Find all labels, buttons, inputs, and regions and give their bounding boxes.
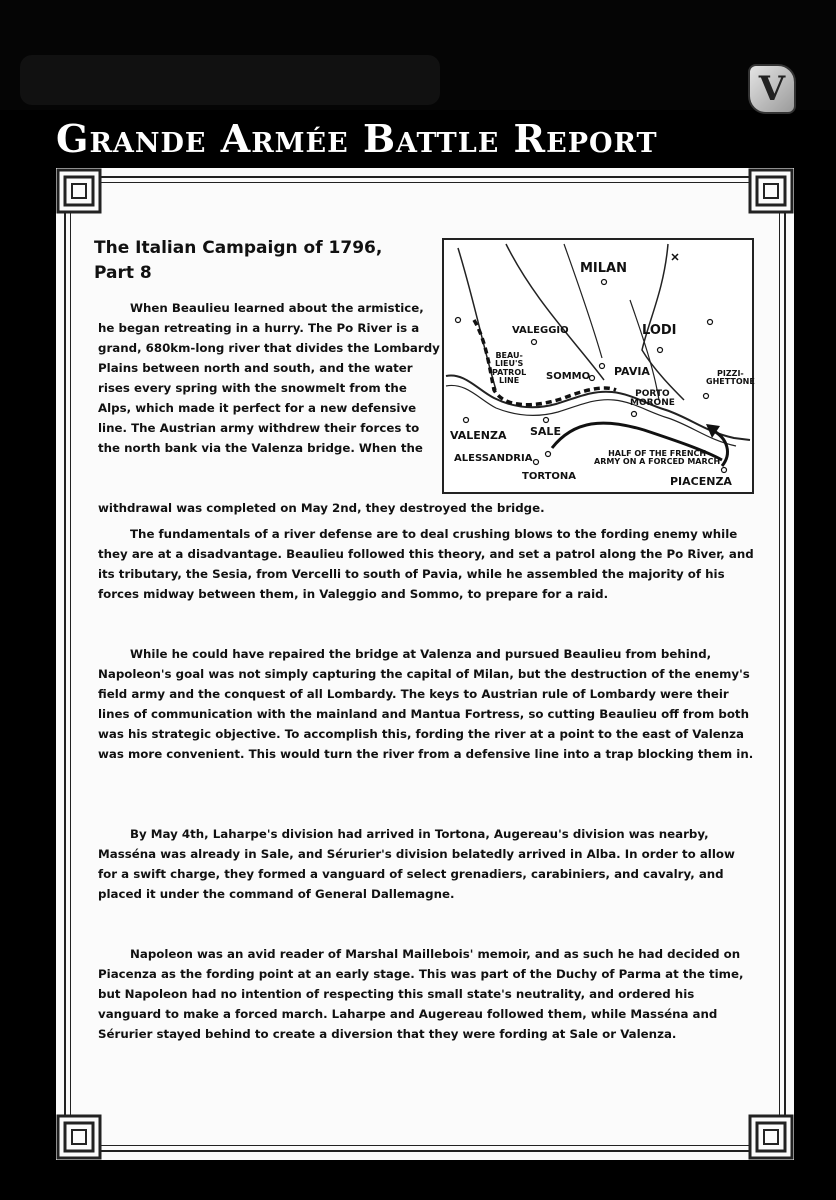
chapter-badge: V (748, 64, 796, 114)
town-pavia-marker (600, 364, 605, 369)
crossing-mark-icon (672, 254, 678, 260)
town-lodi-marker (658, 348, 663, 353)
map-label-sale: SALE (530, 425, 561, 438)
map-label-sommo: SOMMO (546, 371, 591, 382)
map-label-piacenza: PIACENZA (670, 475, 732, 488)
top-band (0, 0, 836, 110)
map-label-alessandria: ALESSANDRIA (454, 453, 533, 464)
article-panel (56, 168, 794, 1160)
page-title: Grande Armée Battle Report (56, 116, 658, 161)
river-lambro (630, 300, 659, 400)
campaign-map (442, 238, 754, 494)
corner-ornament-bottom-left (56, 1114, 102, 1160)
paragraph-3: While he could have repaired the bridge at Valenza and pursued Beaulieu from behind, Napoleon's goal was not simply capturing the capital of Milan, but the destruction of the enemy's field army and the conquest of all Lombardy. The keys to Austrian rule of Lombardy were their lines of communication with the mainland and Mantua Fortress, so cutting Beaulieu off from both was his strategic objective. To accomplish this, fording the river at a point to the east of Valenza was more convenient. This would turn the river from a defensive line into a trap blocking them in. (98, 647, 754, 761)
town-tortona-marker (546, 452, 551, 457)
map-label-french-march: HALF OF THE FRENCH ARMY ON A FORCED MARCH (594, 449, 721, 467)
town-sommo-marker (590, 376, 595, 381)
paragraph-2: The fundamentals of a river defense are to deal crushing blows to the fording enemy while they are at a disadvantage. Beaulieu followed this theory, and set a patrol along the Po River, and its tributary, the Sesia, from Vercelli to south of Pavia, while he assembled the majority of his forces midway between them, in Valeggio and Sommo, to prepare for a raid. (98, 527, 754, 601)
map-label-porto-morone: PORTO MORONE (630, 389, 675, 409)
corner-ornament-top-right (748, 168, 794, 214)
paragraph-1-continued: withdrawal was completed on May 2nd, they destroyed the bridge. (98, 501, 545, 515)
map-label-pavia: PAVIA (614, 365, 650, 378)
town-extra-marker (708, 320, 713, 325)
town-piacenza-marker (722, 468, 727, 473)
map-label-patrol-line: BEAU- LIEU'S PATROL LINE (492, 351, 527, 386)
map-label-valenza: VALENZA (450, 429, 507, 442)
town-alessandria-marker (534, 460, 539, 465)
map-label-tortona: TORTONA (522, 471, 577, 482)
town-milan-marker (602, 280, 607, 285)
map-label-valeggio: VALEGGIO (512, 325, 569, 336)
corner-ornament-bottom-right (748, 1114, 794, 1160)
section-title: The Italian Campaign of 1796, Part 8 (94, 238, 383, 283)
map-label-milan: MILAN (580, 261, 627, 276)
town-valenza-marker (464, 418, 469, 423)
town-porto-morone-marker (632, 412, 637, 417)
header-shadow (20, 55, 440, 105)
town-vercelli-marker (456, 318, 461, 323)
paragraph-5: Napoleon was an avid reader of Marshal Maillebois' memoir, and as such he had decided on Piacenza as the fording point at an early stage. This was part of the Duchy of Parma at the time, but Napoleon had no intention of respecting this small state's neutrality, and ordered his vanguard to make a forced march. Laharpe and Augereau followed them, while Masséna and Sérurier stayed behind to create a diversion that they were fording at Sale or Valenza. (98, 947, 744, 1041)
town-valeggio-marker (532, 340, 537, 345)
corner-ornament-top-left (56, 168, 102, 214)
paragraph-1: When Beaulieu learned about the armistice, he began retreating in a hurry. The Po River is a grand, 680km-long river that divides the Lombardy Plains between north and south, and the water rises every spring with the snowmelt from the Alps, which made it perfect for a new defensive line. The Austrian army withdrew their forces to the north bank via the Valenza bridge. When the (98, 301, 440, 455)
town-sale-marker (544, 418, 549, 423)
town-pizzighettone-marker (704, 394, 709, 399)
paragraph-4: By May 4th, Laharpe's division had arrived in Tortona, Augereau's division was nearby, Masséna was already in Sale, and Sérurier's division belatedly arrived in Alba. In order to allow for a swift charge, they formed a vanguard of select grenadiers, carabiniers, and cavalry, and placed it under the command of General Dallemagne. (98, 827, 735, 901)
map-label-pizzighettone: PIZZI- GHETTONE (706, 369, 755, 387)
map-label-lodi: LODI (642, 323, 677, 338)
